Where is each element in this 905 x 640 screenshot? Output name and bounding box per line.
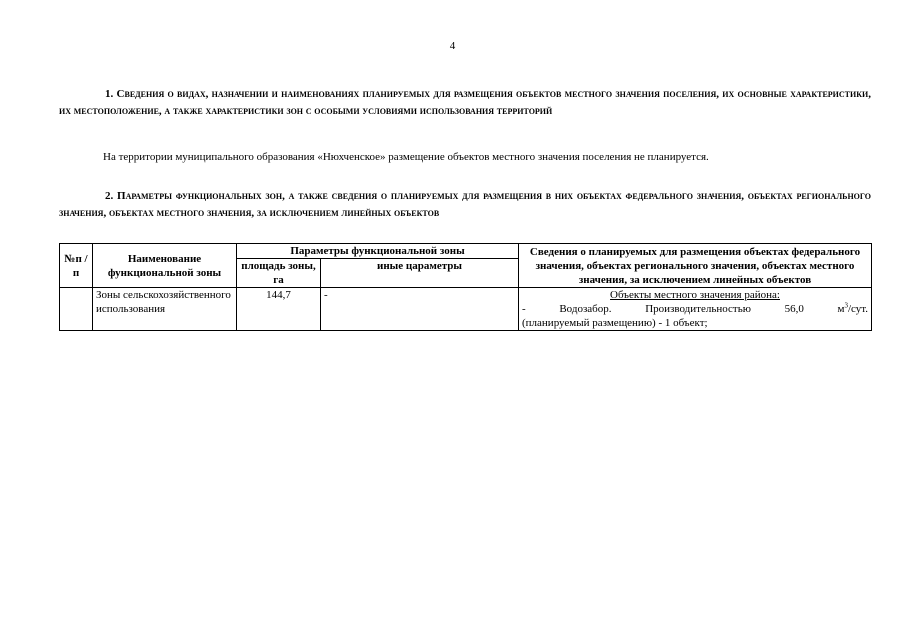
section-1-paragraph: На территории муниципального образования «Нюхченское» размещение объектов местного значения поселения не планируется. [103, 151, 709, 163]
page-number: 4 [449, 40, 456, 52]
cell-planned-objects [519, 288, 872, 331]
item-unit: $м^3$/сут. [837, 301, 868, 315]
planned-object-tail: (планируемый размещению) - 1 объект; [522, 317, 708, 329]
item-label: Производительностью [645, 303, 751, 315]
section-2-number: 2. [105, 190, 114, 202]
header-zone-name: Наименование функциональной зоны [93, 244, 237, 288]
cell-num [60, 288, 93, 331]
section-2-heading [59, 188, 871, 222]
item-name: Водозабор. [559, 303, 612, 315]
planned-objects-title: Объекты местного значения района: [610, 289, 780, 301]
header-planned-objects: Сведения о планируемых для размещения объектах федерального значения, объектах регионального значения, объектах местного значения, за исключением линейных объектов [519, 244, 872, 288]
header-other-params: иные цараметры [321, 259, 519, 288]
section-1-number: 1. [105, 88, 114, 100]
cell-zone-name: Зоны сельскохозяйственного использования [93, 288, 237, 331]
header-params-group: Параметры функциональной зоны [237, 244, 519, 259]
item-dash: - [522, 303, 526, 315]
table-row [60, 288, 872, 331]
section-1-heading [59, 86, 871, 120]
header-num: №п /п [60, 244, 93, 288]
cell-area: 144,7 [237, 288, 321, 331]
planned-object-item [522, 302, 868, 316]
section-2-title: Параметры функциональных зон, а также сведения о планируемых для размещения в них объектах федерального значения, объектах регионального значения, объектах местного значения, за исключением линейных объектов [59, 190, 872, 219]
cell-other-params: - [321, 288, 519, 331]
item-value: 56,0 [784, 303, 804, 315]
header-area: площадь зоны, га [237, 259, 321, 288]
functional-zones-table [59, 243, 872, 331]
section-1-title: Сведения о видах, назначении и наименованиях планируемых для размещения объектов местного значения поселения, их основные характеристики, их местоположение, а также характеристики зон с особыми условиями использования территорий [59, 88, 872, 117]
